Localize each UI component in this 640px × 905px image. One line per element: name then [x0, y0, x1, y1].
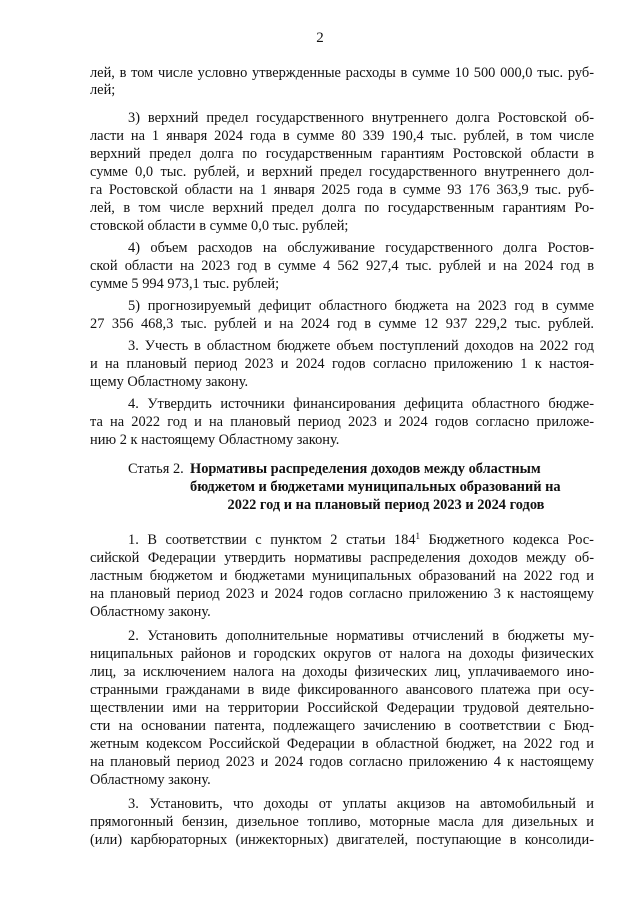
text-line: щему Областному закону. — [90, 374, 249, 390]
text-line: 4. Утвердить источники финансирования дефицита областного бюдже- — [128, 396, 594, 412]
text-line: 4) объем расходов на обслуживание государственного долга Ростов- — [128, 240, 594, 256]
article-label: Статья 2. — [128, 461, 184, 477]
text-line: лей; — [90, 82, 116, 98]
text-line: на плановый период 2023 и 2024 годов согласно приложению 3 к настоящему — [90, 586, 594, 602]
article-title-line: 2022 год и на плановый период 2023 и 2024 годов — [227, 497, 545, 513]
text-line: ластным бюджетом и бюджетами муниципальных образований на 2022 год и — [90, 568, 594, 584]
text-line: на плановый период 2023 и 2024 годов согласно приложению 4 к настоящему — [90, 754, 594, 770]
article-title-line: Нормативы распределения доходов между областным — [190, 461, 541, 477]
text-line: жетным кодексом Российской Федерации в областной бюджет, на 2022 год и — [90, 736, 594, 752]
text-line: сумме 0,0 тыс. рублей, и верхний предел государственного внутреннего дол- — [90, 164, 594, 180]
article-title-line: бюджетом и бюджетами муниципальных образований на — [190, 479, 561, 495]
text-line: 3. Установить, что доходы от уплаты акцизов на автомобильный и — [128, 796, 594, 812]
text-line: и на плановый период 2023 и 2024 годов согласно приложению 1 к настоя- — [90, 356, 594, 372]
text-line: 27 356 468,3 тыс. рублей и на 2024 год в сумме 12 937 229,2 тыс. рублей. — [90, 316, 594, 332]
text-line: верхний предел долга по государственным гарантиям Ростовской области в — [90, 146, 594, 162]
text-line: ниципальных районов и городских округов от налога на доходы физических — [90, 646, 594, 662]
text-line: Областному закону. — [90, 772, 211, 788]
text-line: странными гражданами в виде фиксированного авансового платежа при осу- — [90, 682, 594, 698]
text-line: стовской области в сумме 0,0 тыс. рублей; — [90, 218, 349, 234]
page-number: 2 — [316, 30, 324, 46]
text-line: та на 2022 год и на плановый период 2023 и 2024 годов согласно приложе- — [90, 414, 594, 430]
text-fragment: Бюджетного кодекса Рос- — [420, 532, 594, 548]
footnote-superscript: 1 — [415, 531, 421, 541]
text-line: сти на основании патента, подлежащего зачислению в соответствии с Бюд- — [90, 718, 594, 734]
text-line: (или) карбюраторных (инжекторных) двигателей, поступающие в консолиди- — [90, 832, 594, 848]
text-line: Областному закону. — [90, 604, 211, 620]
document-body — [0, 64, 640, 905]
text-line: 3) верхний предел государственного внутреннего долга Ростовской об- — [128, 110, 594, 126]
text-line: 2. Установить дополнительные нормативы отчислений в бюджеты му- — [128, 628, 594, 644]
text-line: ласти на 1 января 2024 года в сумме 80 339 190,4 тыс. рублей, в том числе — [90, 128, 594, 144]
text-line: ществлении ими на территории Российской Федерации трудовой деятельно- — [90, 700, 594, 716]
text-line — [128, 531, 594, 549]
text-line: 5) прогнозируемый дефицит областного бюджета на 2023 год в сумме — [128, 298, 594, 314]
text-line: сийской Федерации утвердить нормативы распределения доходов между об- — [90, 550, 594, 566]
text-line: лиц, за исключением налога на доходы физических лиц, уплачиваемого ино- — [90, 664, 594, 680]
text-line: лей, в том числе условно утвержденные расходы в сумме 10 500 000,0 тыс. руб- — [90, 65, 594, 81]
text-line: лей, в том числе верхний предел долга по государственным гарантиям Ро- — [90, 200, 594, 216]
text-fragment: 1. В соответствии с пунктом 2 статьи 184 — [128, 532, 416, 548]
text-line: сумме 5 994 973,1 тыс. рублей; — [90, 276, 280, 292]
text-line: ской области на 2023 год в сумме 4 562 927,4 тыс. рублей и на 2024 год в — [90, 258, 594, 274]
text-line: нию 2 к настоящему Областному закону. — [90, 432, 340, 448]
text-line: га Ростовской области на 1 января 2025 года в сумме 93 176 363,9 тыс. руб- — [90, 182, 594, 198]
text-line: 3. Учесть в областном бюджете объем поступлений доходов на 2022 год — [128, 338, 594, 354]
text-line: прямогонный бензин, дизельное топливо, моторные масла для дизельных и — [90, 814, 594, 830]
